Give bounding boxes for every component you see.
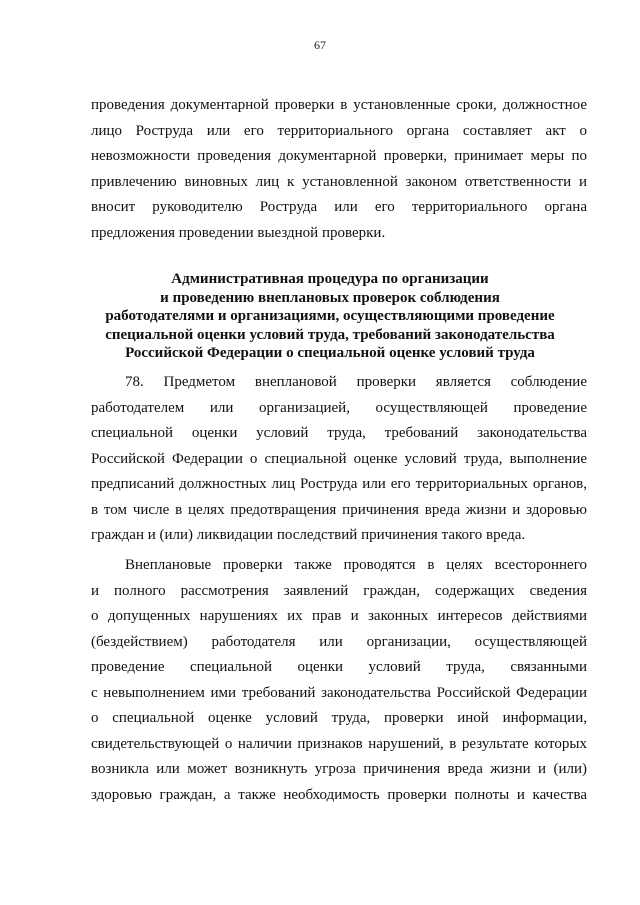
- text-line: и полного рассмотрения заявлений граждан, содержащих сведения: [91, 582, 587, 599]
- text-line: граждан и (или) ликвидации последствий причинения такого вреда.: [91, 527, 526, 543]
- text-line: лицо Роструда или его территориального органа составляет акт о: [91, 122, 587, 139]
- text-line: проведения документарной проверки в установленные сроки, должностное: [91, 97, 587, 113]
- text-line: работодателем или организацией, осуществляющей проведение: [91, 399, 587, 416]
- paragraph-continuation: [91, 93, 587, 246]
- text-line: привлечению виновных лиц к установленной законом ответственности и: [91, 173, 587, 190]
- text-line: здоровью граждан, а также необходимость проверки полноты и качества: [91, 786, 587, 803]
- text-line: Российской Федерации о специальной оценке условий труда, выполнение: [91, 450, 587, 467]
- text-line: предложения проведении выездной проверки.: [91, 224, 386, 241]
- heading-line: работодателями и организациями, осуществляющими проведение: [105, 308, 555, 324]
- text-line: невозможности проведения документарной проверки, принимает меры по: [91, 148, 587, 164]
- text-line: с невыполнением ими требований законодательства Российской Федерации: [91, 684, 587, 701]
- paragraph-unscheduled-inspections: [91, 553, 587, 808]
- text-line: о специальной оценке условий труда, проверки иной информации,: [91, 710, 587, 726]
- text-line: специальной оценки условий труда, требований законодательства: [91, 425, 587, 441]
- text-line: вносит руководителю Роструда или его территориального органа: [91, 199, 587, 215]
- heading-line: Российской Федерации о специальной оценке условий труда: [125, 345, 535, 361]
- text-line: (бездействием) работодателя или организации, осуществляющей: [91, 633, 587, 650]
- text-line: о допущенных нарушениях их прав и законных интересов действиями: [91, 608, 587, 624]
- text-line: в том числе в целях предотвращения причинения вреда жизни и здоровью: [91, 501, 587, 518]
- text-line: возникла или может возникнуть угроза причинения вреда жизни и (или): [91, 761, 587, 777]
- heading-line: и проведению внеплановых проверок соблюдения: [160, 289, 500, 306]
- paragraph-78: [91, 370, 587, 549]
- text-line: предписаний должностных лиц Роструда или его территориальных органов,: [91, 476, 587, 492]
- page-number: 67: [314, 38, 326, 52]
- section-heading: [80, 270, 580, 363]
- text-line: 78. Предметом внеплановой проверки является соблюдение: [125, 374, 587, 390]
- heading-line: Административная процедура по организации: [171, 271, 489, 287]
- text-line: проведение специальной оценки условий труда, связанными: [91, 659, 587, 675]
- text-line: свидетельствующей о наличии признаков нарушений, в результате которых: [91, 735, 587, 752]
- text-line: Внеплановые проверки также проводятся в целях всестороннего: [125, 557, 587, 573]
- heading-line: специальной оценки условий труда, требований законодательства: [105, 326, 555, 343]
